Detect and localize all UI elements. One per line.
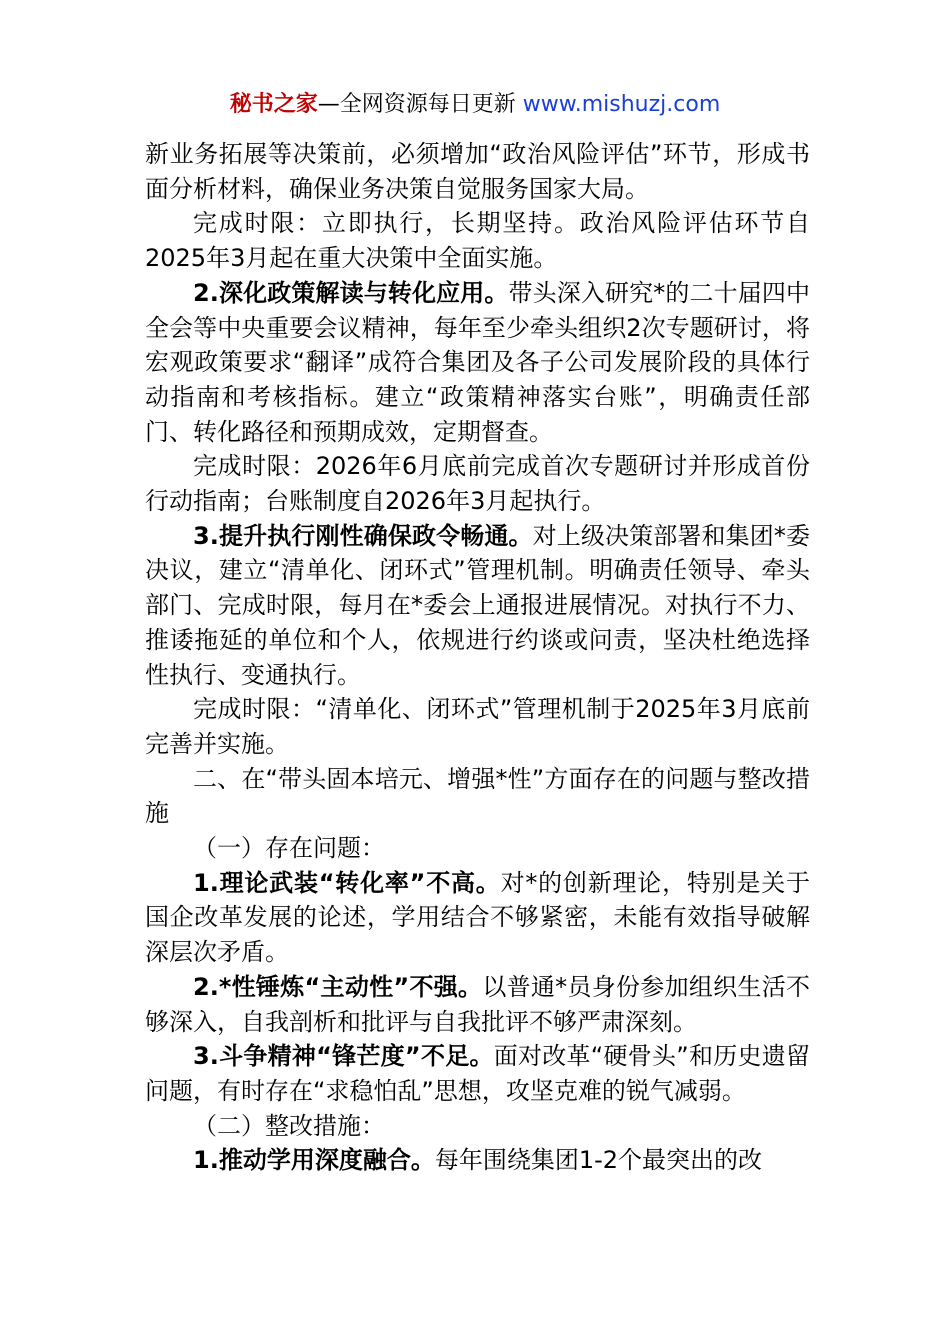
subsection-heading — [145, 1109, 810, 1144]
paragraph — [145, 137, 810, 206]
paragraph-lead: 3.提升执行刚性确保政令畅通。 — [193, 521, 533, 550]
paragraph-text: 完成时限：立即执行，长期坚持。政治风险评估环节自2025年3月起在重大决策中全面实施。 — [145, 209, 810, 273]
site-header — [0, 90, 950, 120]
paragraph-text: 对*的创新理论，特别是关于国企改革发展的论述，学用结合不够紧密，未能有效指导破解深层次矛盾。 — [145, 868, 810, 967]
paragraph — [145, 449, 810, 518]
paragraph-lead: 1.推动学用深度融合。 — [193, 1146, 435, 1175]
paragraph-text: （二）整改措施： — [193, 1111, 385, 1140]
paragraph-text: 面对改革“硬骨头”和历史遗留问题，有时存在“求稳怕乱”思想，攻坚克难的锐气减弱。 — [145, 1042, 810, 1105]
document-body — [145, 137, 810, 1178]
subsection-heading — [145, 831, 810, 866]
paragraph-lead: 1.理论武装“转化率”不高。 — [193, 868, 501, 897]
paragraph-text: 以普通*员身份参加组织生活不够深入，自我剖析和批评与自我批评不够严肃深刻。 — [145, 972, 810, 1036]
paragraph-lead: 2.深化政策解读与转化应用。 — [193, 278, 509, 307]
site-url-link[interactable]: www.mishuzj.com — [522, 92, 721, 117]
site-brand: 秘书之家 — [229, 92, 318, 117]
paragraph — [145, 206, 810, 275]
paragraph-text: 每年围绕集团1-2个最突出的改 — [434, 1146, 763, 1175]
paragraph — [145, 692, 810, 761]
paragraph-text: 带头深入研究*的二十届四中全会等中央重要会议精神，每年至少牵头组织2次专题研讨，将宏观政策要求“翻译”成符合集团及各子公司发展阶段的具体行动指南和考核指标。建立“政策精神落实台账”，明确责任部门、转化路径和预期成效，定期督查。 — [145, 278, 810, 446]
paragraph-lead: 2.*性锤炼“主动性”不强。 — [193, 972, 483, 1001]
paragraph — [145, 276, 810, 450]
paragraph-text: 新业务拓展等决策前，必须增加“政治风险评估”环节，形成书面分析材料，确保业务决策自觉服务国家大局。 — [145, 140, 810, 203]
paragraph-lead: 3.斗争精神“锋芒度”不足。 — [193, 1042, 494, 1071]
paragraph — [145, 970, 810, 1039]
paragraph — [145, 1039, 810, 1108]
section-heading — [145, 762, 810, 831]
paragraph-text: 完成时限：2026年6月底前完成首次专题研讨并形成首份行动指南；台账制度自2026年3月起执行。 — [145, 452, 810, 516]
paragraph-text: （一）存在问题： — [193, 834, 385, 863]
paragraph-text: 完成时限：“清单化、闭环式”管理机制于2025年3月底前完善并实施。 — [145, 695, 810, 758]
paragraph — [145, 1143, 810, 1178]
paragraph — [145, 866, 810, 970]
paragraph-text: 二、在“带头固本培元、增强*性”方面存在的问题与整改措施 — [145, 764, 810, 828]
paragraph — [145, 519, 810, 693]
site-tagline: —全网资源每日更新 — [317, 92, 523, 117]
paragraph-text: 对上级决策部署和集团*委决议，建立“清单化、闭环式”管理机制。明确责任领导、牵头部门、完成时限，每月在*委会上通报进展情况。对执行不力、推诿拖延的单位和个人，依规进行约谈或问责，坚决杜绝选择性执行、变通执行。 — [145, 521, 810, 689]
